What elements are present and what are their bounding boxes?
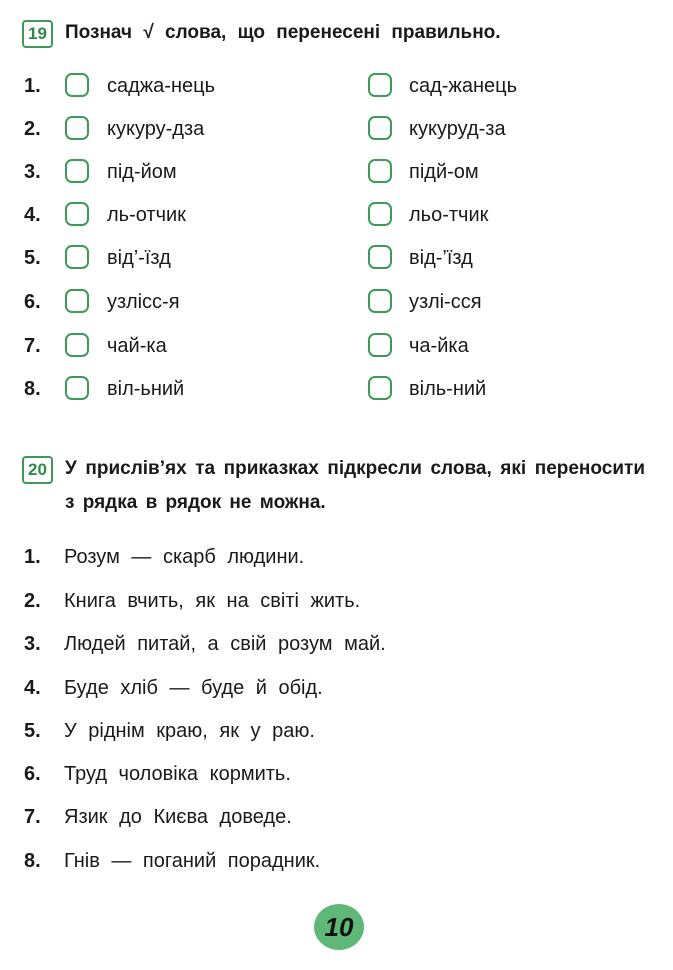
checkbox-left[interactable] [65,333,89,357]
item-number: 8. [24,378,41,400]
proverb-row [0,846,673,876]
task-19-row [0,374,673,404]
proverb-text: Гнів — поганий порадник. [64,850,321,872]
item-number: 3. [24,633,41,655]
option-right: віль-ний [409,378,487,400]
proverb-text: Труд чоловіка кормить. [64,763,291,785]
item-number: 1. [24,546,41,568]
item-number: 8. [24,850,41,872]
item-number: 6. [24,763,41,785]
task-20-header [22,456,645,520]
option-right: сад-жанець [409,75,517,97]
option-left: чай-ка [107,335,167,357]
checkbox-left[interactable] [65,376,89,400]
proverb-row [0,586,673,616]
checkbox-left[interactable] [65,73,89,97]
option-right: узлі-сся [409,291,482,313]
option-left: від’-їзд [107,247,171,269]
checkbox-right[interactable] [368,289,392,313]
task-19-row [0,71,673,101]
option-right: льо-тчик [409,204,489,226]
checkbox-right[interactable] [368,376,392,400]
item-number: 4. [24,204,41,226]
item-number: 7. [24,806,41,828]
option-right: від-’їзд [409,247,473,269]
option-left: віл-ьний [107,378,185,400]
item-number: 3. [24,161,41,183]
proverb-row [0,759,673,789]
proverb-row [0,629,673,659]
task-19-row [0,157,673,187]
proverb-text: Язик до Києва доведе. [64,806,292,828]
task-19-instruction: Познач √ слова, що перенесені правильно. [65,22,501,43]
item-number: 5. [24,247,41,269]
option-left: ль-отчик [107,204,186,226]
task-20-number: 20 [22,456,53,484]
proverb-text: У ріднім краю, як у раю. [64,720,315,742]
task-19-number: 19 [22,20,53,48]
option-left: узлісс-я [107,291,180,313]
option-left: саджа-нець [107,75,215,97]
option-left: під-йом [107,161,177,183]
item-number: 2. [24,118,41,140]
item-number: 4. [24,677,41,699]
proverb-row [0,802,673,832]
checkbox-left[interactable] [65,202,89,226]
checkbox-left[interactable] [65,159,89,183]
task-19-row [0,200,673,230]
task-19-row [0,331,673,361]
item-number: 6. [24,291,41,313]
task-19-row [0,287,673,317]
task-19-row [0,243,673,273]
proverb-text: Книга вчить, як на світі жить. [64,590,361,612]
checkbox-left[interactable] [65,116,89,140]
checkbox-right[interactable] [368,333,392,357]
item-number: 2. [24,590,41,612]
option-right: ча-йка [409,335,469,357]
proverb-row [0,673,673,703]
checkbox-right[interactable] [368,73,392,97]
task-20-instruction: У прислів’ях та приказках підкресли слова, які переносити з рядка в рядок не можна. [65,458,645,513]
proverb-text: Розум — скарб людини. [64,546,305,568]
page-number-badge: 10 [314,904,364,950]
checkbox-left[interactable] [65,289,89,313]
item-number: 5. [24,720,41,742]
checkbox-right[interactable] [368,245,392,269]
checkbox-right[interactable] [368,159,392,183]
task-19-row [0,114,673,144]
item-number: 1. [24,75,41,97]
checkbox-right[interactable] [368,116,392,140]
checkbox-left[interactable] [65,245,89,269]
item-number: 7. [24,335,41,357]
proverb-text: Людей питай, а свій розум май. [64,633,386,655]
proverb-row [0,542,673,572]
checkbox-right[interactable] [368,202,392,226]
option-right: кукуруд-за [409,118,506,140]
proverb-text: Буде хліб — буде й обід. [64,677,323,699]
option-left: кукуру-дза [107,118,205,140]
task-19-header [22,20,501,48]
option-right: підй-ом [409,161,479,183]
proverb-row [0,716,673,746]
